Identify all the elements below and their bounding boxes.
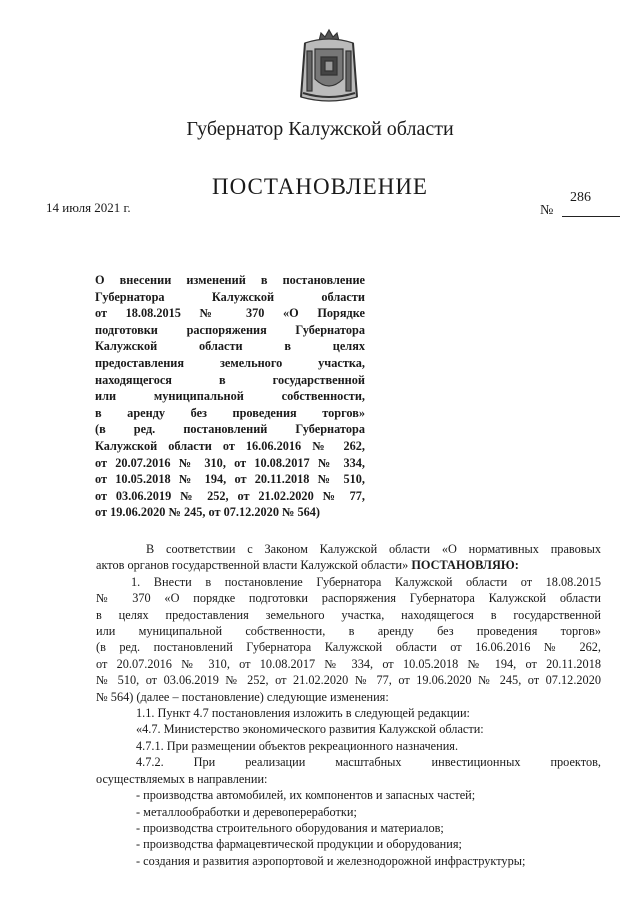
decree-keyword: ПОСТАНОВЛЯЮ: <box>411 558 519 573</box>
subject-line: от 19.06.2020 № 245, от 07.12.2020 № 564) <box>95 505 321 520</box>
bullet-item: - металлообработки и деревопереработки; <box>136 804 357 819</box>
subject-line: подготовки распоряжения Губернатора <box>95 322 365 337</box>
body-line: в целях предоставления земельного участка, находящегося в государственной <box>96 607 601 622</box>
document-subject <box>95 272 365 521</box>
subject-line: от 10.05.2018 № 194, от 20.11.2018 № 510, <box>95 472 365 487</box>
subject-line: Калужской области в целях <box>95 339 365 354</box>
subject-line: О внесении изменений в постановление <box>95 273 365 287</box>
issuing-authority: Губернатор Калужской области <box>186 118 454 140</box>
number-sign: № <box>540 203 554 218</box>
body-line: № 370 «О порядке подготовки распоряжения Губернатора Калужской области <box>96 591 601 606</box>
body-line: № 510, от 03.06.2019 № 252, от 21.02.2020 № 77, от 19.06.2020 № 245, от 07.12.2020 <box>96 673 601 688</box>
document-body <box>96 541 601 869</box>
subject-line: от 20.07.2016 № 310, от 10.08.2017 № 334, <box>95 455 365 470</box>
body-line: 1. Внести в постановление Губернатора Калужской области от 18.08.2015 <box>131 574 601 589</box>
document-date: 14 июля 2021 г. <box>46 200 131 215</box>
subject-line: в аренду без проведения торгов» <box>95 405 365 420</box>
subject-line: или муниципальной собственности, <box>95 389 365 404</box>
bullet-item: - производства фармацевтической продукции и оборудования; <box>136 837 462 852</box>
subject-line: Губернатора Калужской области <box>95 289 365 304</box>
number-underline <box>562 216 620 217</box>
bullet-item: - создания и развития аэропортовой и железнодорожной инфраструктуры; <box>136 853 526 868</box>
subject-line: от 03.06.2019 № 252, от 21.02.2020 № 77, <box>95 488 365 503</box>
subject-line: находящегося в государственной <box>95 372 365 387</box>
body-line: «4.7. Министерство экономического развития Калужской области: <box>136 722 484 737</box>
coat-of-arms-emblem <box>297 27 361 105</box>
body-line: № 564) (далее – постановление) следующие изменения: <box>96 689 389 704</box>
body-line: В соответствии с Законом Калужской области «О нормативных правовых <box>146 542 601 556</box>
body-line: 4.7.1. При размещении объектов рекреационного назначения. <box>136 738 459 753</box>
subject-line: Калужской области от 16.06.2016 № 262, <box>95 438 365 453</box>
body-line: (в ред. постановлений Губернатора Калужской области от 16.06.2016 № 262, <box>96 640 601 655</box>
subject-line: от 18.08.2015 № 370 «О Порядке <box>95 306 365 321</box>
bullet-item: - производства строительного оборудования и материалов; <box>136 820 444 835</box>
subject-line: предоставления земельного участка, <box>95 355 365 370</box>
body-line: от 20.07.2016 № 310, от 10.08.2017 № 334, от 10.05.2018 № 194, от 20.11.2018 <box>96 656 601 671</box>
body-line <box>96 557 601 573</box>
body-line: осуществляемых в направлении: <box>96 771 268 786</box>
body-line: 4.7.2. При реализации масштабных инвестиционных проектов, <box>136 755 601 770</box>
document-number: 286 <box>570 190 591 205</box>
body-line: 1.1. Пункт 4.7 постановления изложить в следующей редакции: <box>136 706 470 721</box>
body-text: актов органов государственной власти Калужской области» <box>96 558 409 573</box>
subject-line: (в ред. постановлений Губернатора <box>95 422 365 437</box>
body-line: или муниципальной собственности, в аренду без проведения торгов» <box>96 624 601 639</box>
document-type: ПОСТАНОВЛЕНИЕ <box>212 174 428 199</box>
bullet-item: - производства автомобилей, их компонентов и запасных частей; <box>136 788 476 803</box>
